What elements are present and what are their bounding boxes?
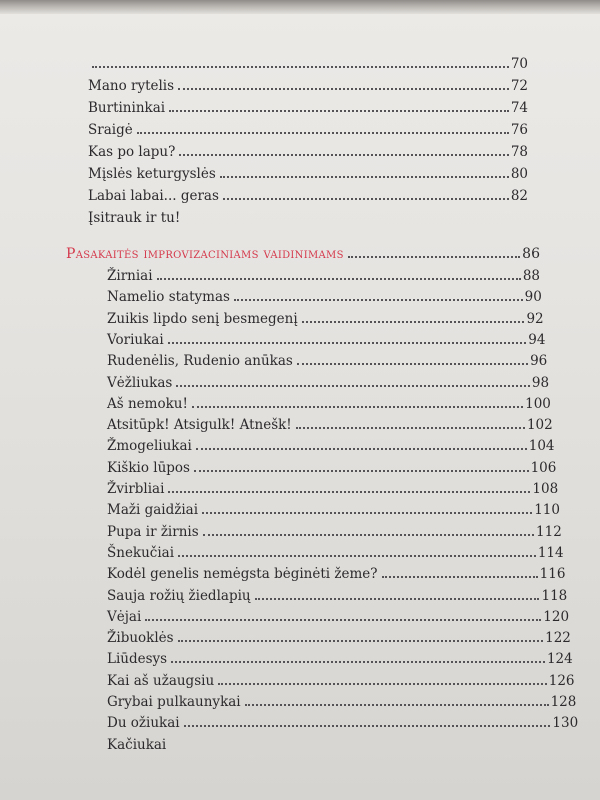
toc-entry [107,688,576,710]
toc-dot-leader [192,406,523,408]
toc-entry [107,262,540,284]
toc-dot-leader [178,640,544,642]
toc-entry [107,496,560,518]
toc-dot-leader [157,278,521,280]
toc-dot-leader [169,110,509,112]
toc-entry-title: Liūdesys [107,651,168,668]
toc-entry-title: Vėjai [107,608,142,625]
section-heading-page-number: 86 [522,246,540,262]
toc-entry [107,454,556,476]
toc-entry-title: Kodėl genelis nemėgsta bėginėti žeme? [107,566,378,583]
toc-entry-title: Kiškio lūpos [107,459,190,476]
toc-entry [107,369,549,391]
toc-entry-title: Sauja rožių žiedlapių [107,587,251,604]
toc-entry-page-number: 106 [530,459,557,476]
toc-entry [107,475,558,497]
toc-dot-leader [202,512,532,514]
toc-entry-page-number: 78 [510,144,528,160]
toc-entry [88,182,528,204]
toc-entry [107,283,542,305]
section-heading [66,240,540,262]
toc-entry-title: Žibuoklės [107,630,174,647]
toc-dot-leader [176,385,530,387]
toc-entry [107,645,573,667]
toc-entry-page-number: 104 [528,438,555,455]
toc-entry-page-number: 72 [510,78,528,94]
toc-dot-leader [171,661,545,663]
toc-entry [107,390,551,412]
toc-dot-leader [234,299,523,301]
toc-dot-leader [196,448,527,450]
toc-entry [107,432,555,454]
toc-entry-page-number: 122 [545,630,571,647]
toc-entry [107,624,571,646]
toc-entry [107,731,580,753]
toc-entry-page-number: 76 [510,122,528,138]
toc-entry-page-number: 102 [526,417,553,434]
toc-dot-leader [179,154,508,156]
toc-entry-page-number: 124 [546,651,573,668]
toc-dot-leader [382,576,538,578]
toc-dot-leader [178,88,509,90]
toc-entry-title: Kas po lapu? [88,144,176,160]
toc-dot-leader [137,132,509,134]
toc-entry [88,72,528,94]
toc-dot-leader [223,198,509,200]
toc-entry-page-number: 118 [541,587,568,604]
toc-entry [107,518,562,540]
toc-entry-title: Atsitūpk! Atsigulk! Atnešk! [107,417,292,434]
toc-dot-leader [220,176,509,178]
toc-entry-title: Mįslės keturgyslės [88,166,216,182]
toc-entry [107,560,565,582]
toc-entry-title: Mano rytelis [88,78,175,94]
toc-entry [107,667,575,689]
toc-entry-page-number: 82 [510,188,528,204]
toc-entry-page-number: 120 [543,608,570,625]
toc-entry-title: Aš nemoku! [107,395,188,412]
toc-entry-page-number: 110 [534,502,560,519]
toc-dot-leader [255,598,540,600]
toc-dot-leader [296,427,525,429]
toc-entry-page-number: 96 [530,353,548,370]
toc-entry [88,138,528,160]
toc-dot-leader [178,555,536,557]
toc-entry-page-number: 130 [552,715,579,732]
toc-entry-title: Žirniai [107,268,153,284]
page-top-edge [0,0,600,14]
toc-entry-page-number: 108 [532,481,559,497]
toc-dot-leader [194,470,529,472]
toc-entry-title: Rudenėlis, Rudenio anūkas [107,353,293,370]
toc-dot-leader [245,704,549,706]
toc-entry [107,582,567,604]
toc-entry-title: Kačiukai [107,736,167,753]
toc-dot-leader [168,491,530,493]
toc-entry [107,603,569,625]
toc-entry-title: Du ožiukai [107,715,180,732]
toc-dot-leader [297,363,528,365]
toc-entry [107,709,578,731]
toc-entry-page-number: 126 [548,672,575,689]
toc-entry-page-number: 70 [510,56,528,72]
toc-dot-leader [203,534,534,536]
toc-dot-leader [302,321,525,323]
toc-entry-page-number: 80 [510,166,528,182]
toc-dot-leader [218,683,547,685]
toc-entry [107,326,545,348]
toc-entry [88,116,528,138]
toc-entry [88,50,528,72]
toc-entry-page-number: 98 [531,374,550,391]
toc-entry-title: Namelio statymas [107,289,230,306]
toc-entry-title: Labai labai... geras [88,188,219,204]
section-heading-title: Pasakaitės improvizaciniams vaidinimams [66,246,344,262]
toc-entry-title: Maži gaidžiai [107,502,199,519]
toc-entry-page-number: 116 [539,566,566,583]
toc-entry-page-number: 94 [528,331,546,348]
toc-entry-title: Pupa ir žirnis [107,523,199,540]
toc-dot-leader [348,256,520,258]
toc-entry-title: Voriukai [107,331,164,348]
toc-entry-page-number: 92 [526,310,544,327]
toc-entry-page-number: 90 [524,289,542,306]
toc-entry [107,347,547,369]
toc-entry-page-number: 128 [550,694,577,710]
toc-entry-title: Šnekučiai [107,544,175,561]
toc-entry [88,204,528,226]
toc-entry-title: Įsitrauk ir tu! [88,210,181,226]
toc-dot-leader [184,725,551,727]
toc-dot-leader [92,66,509,68]
toc-entry [88,94,528,116]
toc-entry-title: Žvirbliai [107,481,165,497]
toc-entry-page-number: 88 [522,268,540,284]
toc-entry [107,305,544,327]
toc-entry-page-number: 100 [525,395,551,412]
toc-entry [88,160,528,182]
toc-entry [107,411,553,433]
toc-entry-title: Žmogeliukai [107,438,192,455]
toc-dot-leader [145,619,541,621]
toc-entry-title: Grybai pulkaunykai [107,694,241,710]
toc-entry-page-number: 74 [510,100,528,116]
toc-entry-title: Kai aš užaugsiu [107,672,215,689]
toc-entry-title: Vėžliukas [107,374,173,391]
toc-entry-title: Burtininkai [88,100,166,116]
toc-entry-title: Sraigė [88,122,133,138]
toc-entry-page-number: 114 [537,544,564,561]
toc-entry-title: Zuikis lipdo senį besmegenį [107,310,298,327]
toc-dot-leader [168,342,527,344]
toc-entry [107,539,564,561]
toc-entry-page-number: 112 [536,523,562,540]
